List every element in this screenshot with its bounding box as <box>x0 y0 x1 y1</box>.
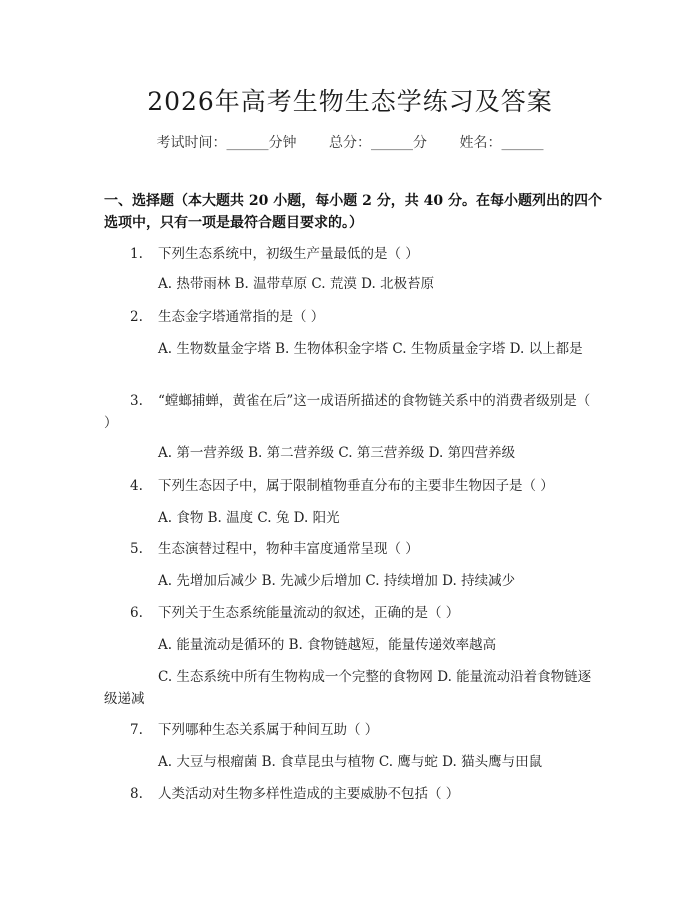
question-3-options: A. 第一营养级 B. 第二营养级 C. 第三营养级 D. 第四营养级 <box>158 445 516 461</box>
question-7 <box>130 719 600 741</box>
exam-info-line <box>0 132 700 152</box>
question-text: 下列生态因子中，属于限制植物垂直分布的主要非生物因子是（ ） <box>158 478 554 494</box>
question-1-options: A. 热带雨林 B. 温带草原 C. 荒漠 D. 北极苔原 <box>158 276 435 292</box>
question-text: 下列关于生态系统能量流动的叙述，正确的是（ ） <box>158 605 460 621</box>
exam-time-field: 考试时间：______分钟 <box>156 135 297 151</box>
question-5 <box>130 538 600 560</box>
question-5-options: A. 先增加后减少 B. 先减少后增加 C. 持续增加 D. 持续减少 <box>158 573 516 589</box>
page-title: 2026年高考生物生态学练习及答案 <box>147 87 553 116</box>
question-6-options-c-d: C. 生态系统中所有生物构成一个完整的食物网 D. 能量流动沿着食物链逐级递减 <box>104 669 592 707</box>
question-text: 下列生态系统中，初级生产量最低的是（ ） <box>158 246 419 262</box>
question-3 <box>104 390 600 434</box>
student-name-field: 姓名：______ <box>459 135 544 151</box>
question-text: 生态演替过程中，物种丰富度通常呈现（ ） <box>158 541 419 557</box>
question-2-options: A. 生物数量金字塔 B. 生物体积金字塔 C. 生物质量金字塔 D. 以上都是 <box>158 341 583 357</box>
question-text: “螳螂捕蝉，黄雀在后”这一成语所描述的食物链关系中的消费者级别是（ ） <box>104 393 591 431</box>
question-number: 1. <box>130 246 143 262</box>
question-text: 人类活动对生物多样性造成的主要威胁不包括（ ） <box>158 786 460 802</box>
section-heading: 一、选择题（本大题共 20 小题，每小题 2 分，共 40 分。在每小题列出的四个选项中，只有一项是最符合题目要求的。） <box>104 193 602 231</box>
question-6 <box>130 602 600 624</box>
question-4-options: A. 食物 B. 温度 C. 兔 D. 阳光 <box>158 510 340 526</box>
question-7-options: A. 大豆与根瘤菌 B. 食草昆虫与植物 C. 鹰与蛇 D. 猫头鹰与田鼠 <box>158 754 543 770</box>
question-8 <box>130 783 600 805</box>
question-text: 下列哪种生态关系属于种间互助（ ） <box>158 722 379 738</box>
question-number: 2. <box>130 309 143 325</box>
total-score-field: 总分：______分 <box>329 135 427 151</box>
question-number: 7. <box>130 722 143 738</box>
question-number: 5. <box>130 541 143 557</box>
question-number: 4. <box>130 478 143 494</box>
question-4 <box>130 475 600 497</box>
question-number: 6. <box>130 605 143 621</box>
question-number: 8. <box>130 786 143 802</box>
question-number: 3. <box>130 393 143 409</box>
question-1 <box>130 243 600 265</box>
question-6-options-a-b: A. 能量流动是循环的 B. 食物链越短，能量传递效率越高 <box>158 637 497 653</box>
question-text: 生态金字塔通常指的是（ ） <box>158 309 325 325</box>
question-2 <box>130 306 600 328</box>
